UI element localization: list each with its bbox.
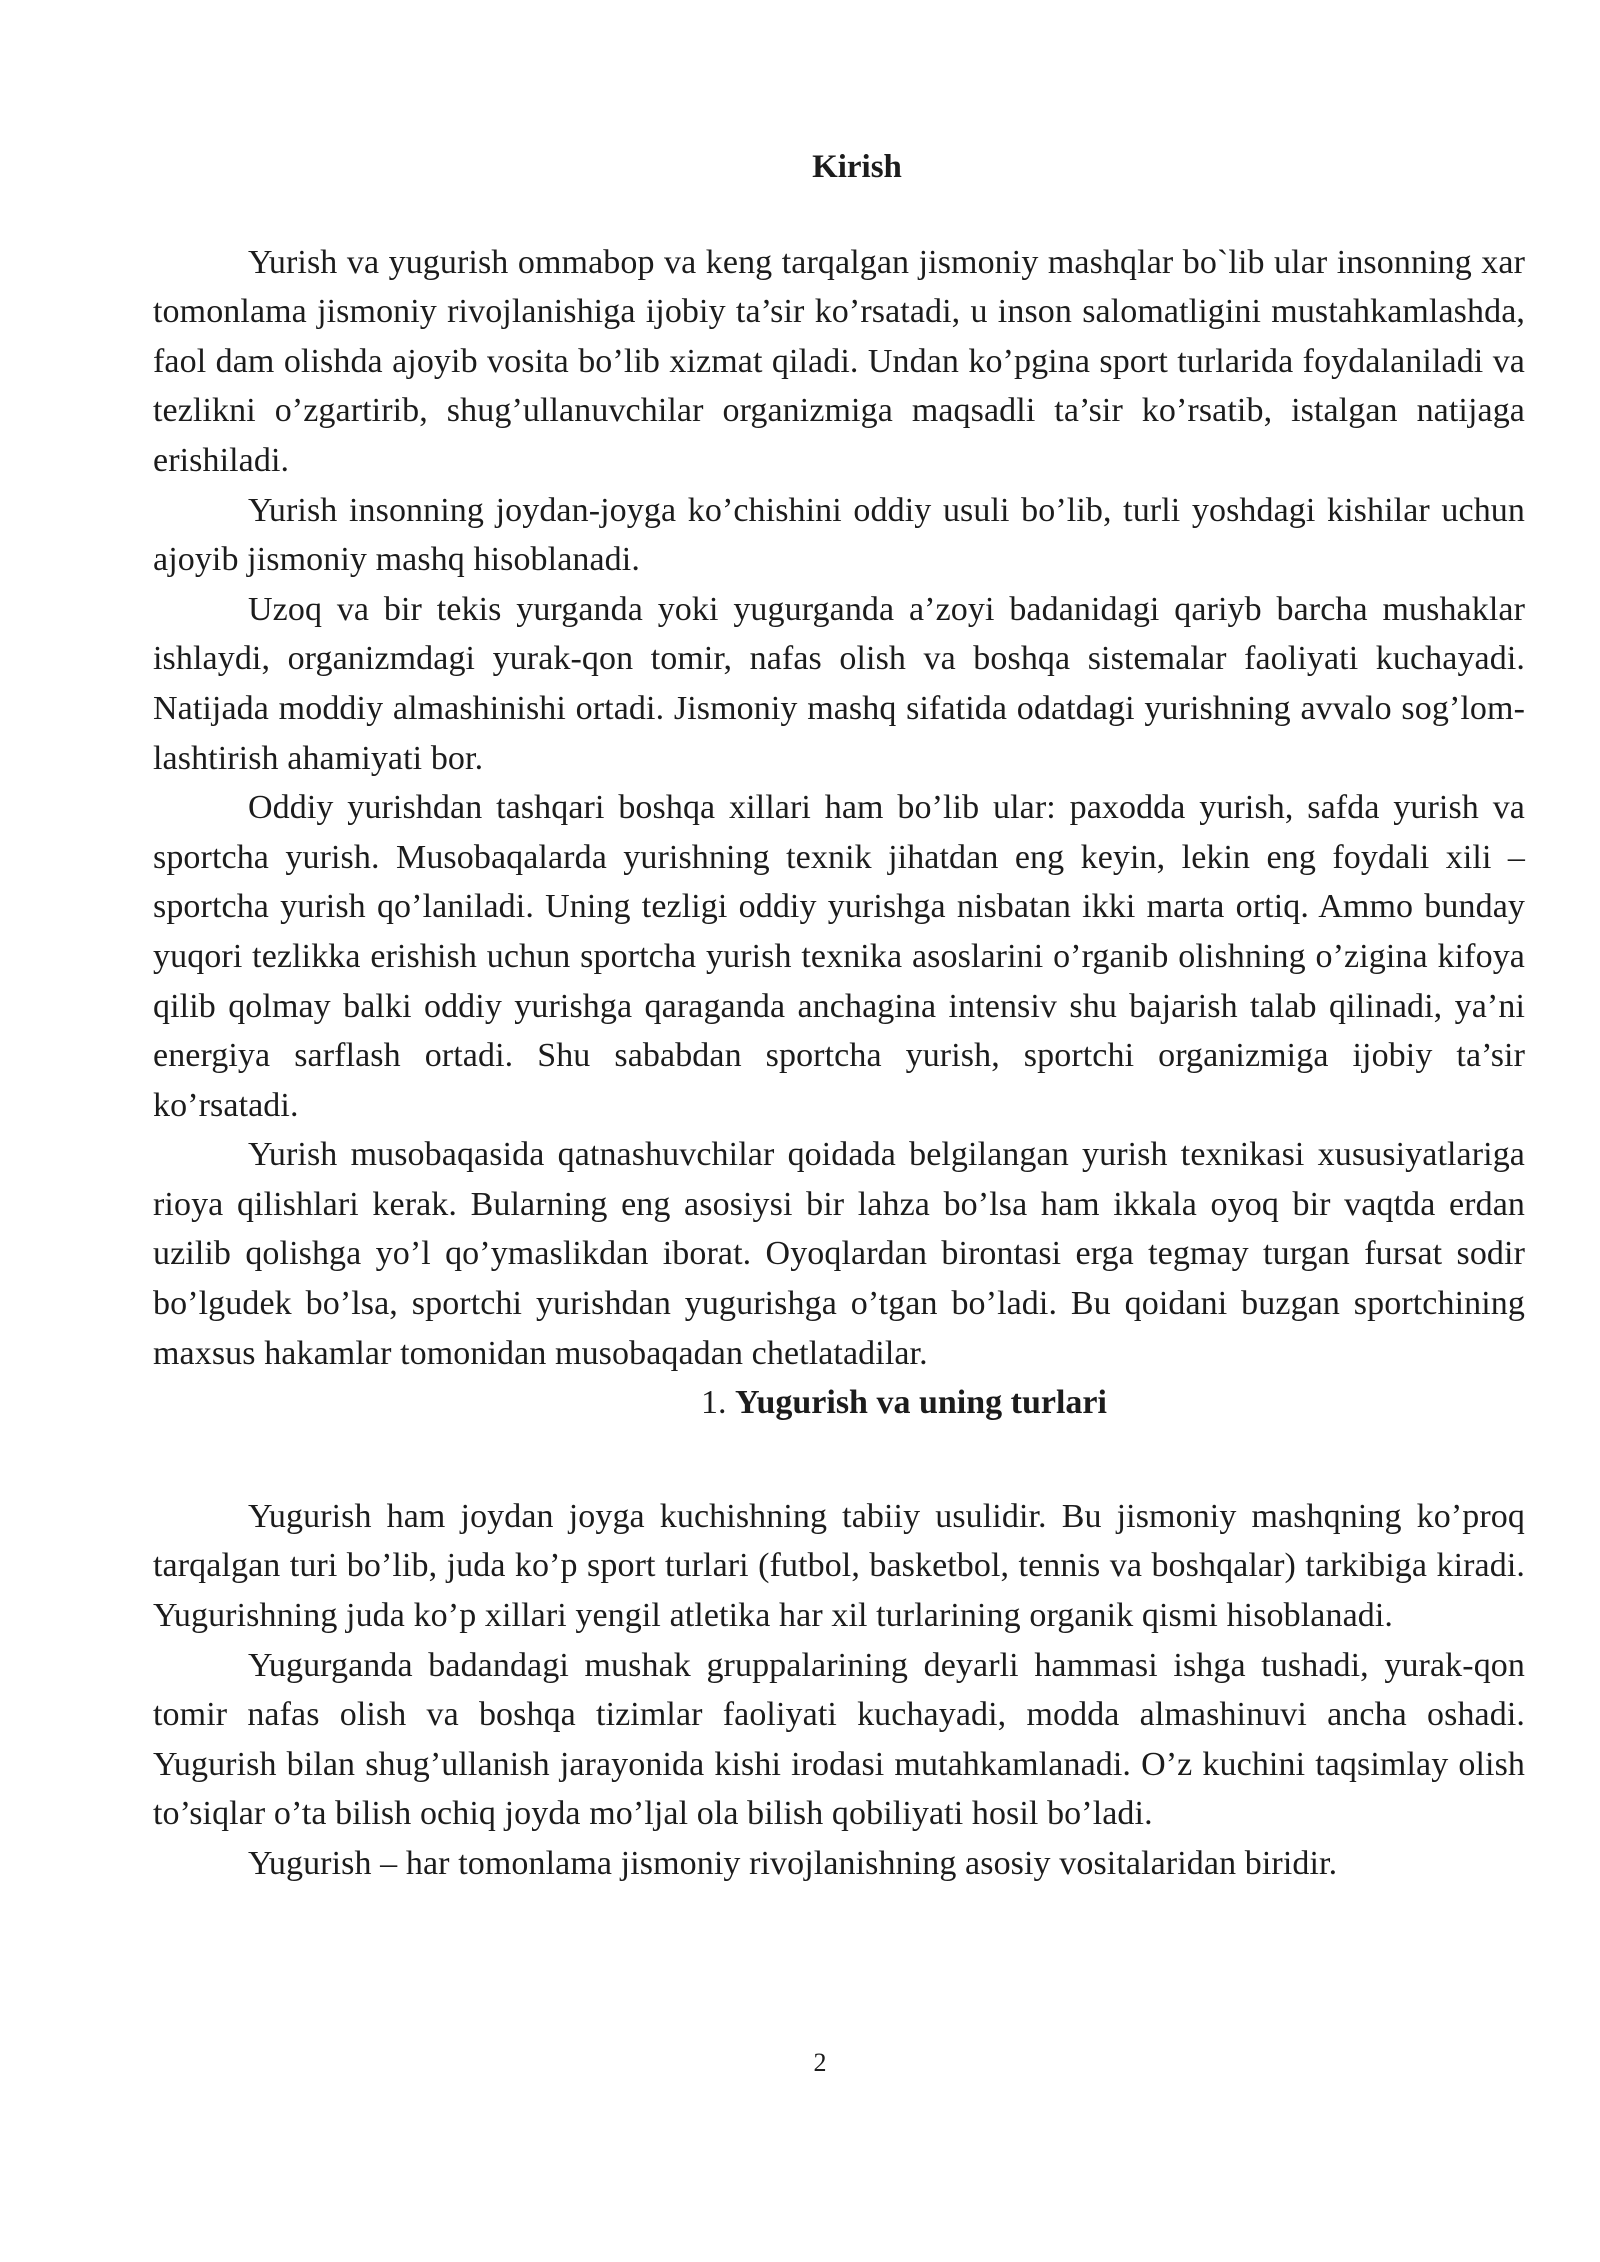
intro-paragraph-3: Uzoq va bir tekis yurganda yoki yugurganda a’zoyi badanidagi qariyb barcha mushaklar ishlaydi, organizmdagi yurak-qon tomir, nafas olish va boshqa sistemalar faoliyati kuchayadi. Natijada moddiy almashinishi ortadi. Jismoniy mashq sifatida odatdagi yurishning avvalo sog’lom-lashtirish ahamiyati bor. — [153, 590, 1525, 777]
section-heading — [153, 1378, 1525, 1428]
intro-paragraph-1: Yurish va yugurish ommabop va keng tarqalgan jismoniy mashqlar bo`lib ular insonning xar tomonlama jismoniy rivojlanishiga ijobiy ta’sir ko’rsatadi, u inson salomatligini mustahkamlashda, faol dam olishda ajoyib vosita bo’lib xizmat qiladi. Undan ko’pgina sport turlarida foydalaniladi va tezlikni o’zgartirib, shug’ullanuvchilar organizmiga maqsadli ta’sir ko’rsatib, istalgan natijaga erishiladi. — [153, 243, 1525, 479]
section-number: 1. — [701, 1384, 727, 1422]
page-content — [153, 148, 1525, 1889]
section-paragraph-2: Yugurganda badandagi mushak gruppalarining deyarli hammasi ishga tushadi, yurak-qon tomir nafas olish va boshqa tizimlar faoliyati kuchayadi, modda almashinuvi ancha oshadi. Yugurish bilan shug’ullanish jarayonida kishi irodasi mutahkamlanadi. O’z kuchini taqsimlay olish to’siqlar o’ta bilish ochiq joyda mo’ljal ola bilish qobiliyati hosil bo’ladi. — [153, 1646, 1525, 1833]
intro-paragraph-2: Yurish insonning joydan-joyga ko’chishini oddiy usuli bo’lib, turli yoshdagi kishilar uchun ajoyib jismoniy mashq hisoblanadi. — [153, 491, 1525, 579]
section-paragraph-1: Yugurish ham joydan joyga kuchishning tabiiy usulidir. Bu jismoniy mashqning ko’proq tarqalgan turi bo’lib, juda ko’p sport turlari (futbol, basketbol, tennis va boshqalar) tarkibiga kiradi. Yugurishning juda ko’p xillari yengil atletika har xil turlarining organik qismi hisoblanadi. — [153, 1497, 1525, 1635]
intro-heading: Kirish — [812, 149, 902, 185]
intro-paragraph-4: Oddiy yurishdan tashqari boshqa xillari ham bo’lib ular: paxodda yurish, safda yurish va sportcha yurish. Musobaqalarda yurishning texnik jihatdan eng keyin, lekin eng foydali xili – sportcha yurish qo’laniladi. Uning tezligi oddiy yurishga nisbatan ikki marta ortiq. Ammo bunday yuqori tezlikka erishish uchun sportcha yurish texnika asoslarini o’rganib olishning o’zigina kifoya qilib qolmay balki oddiy yurishga qaraganda anchagina intensiv shu bajarish talab qilinadi, ya’ni energiya sarflash ortadi. Shu sababdan sportcha yurish, sportchi organizmiga ijobiy ta’sir ko’rsatadi. — [153, 789, 1525, 1124]
section-paragraph-3: Yugurish – har tomonlama jismoniy rivojlanishning asosiy vositalaridan biridir. — [248, 1845, 1338, 1882]
page-number: 2 — [813, 2048, 827, 2077]
section-title: Yugurish va uning turlari — [735, 1384, 1107, 1422]
intro-paragraph-5: Yurish musobaqasida qatnashuvchilar qoidada belgilangan yurish texnikasi xususiyatlariga rioya qilishlari kerak. Bularning eng asosiysi bir lahza bo’lsa ham ikkala oyoq bir vaqtda erdan uzilib qolishga yo’l qo’ymaslikdan iborat. Oyoqlardan birontasi erga tegmay turgan fursat sodir bo’lgudek bo’lsa, sportchi yurishdan yugurishga o’tgan bo’ladi. Bu qoidani buzgan sportchining maxsus hakamlar tomonidan musobaqadan chetlatadilar. — [153, 1136, 1525, 1372]
